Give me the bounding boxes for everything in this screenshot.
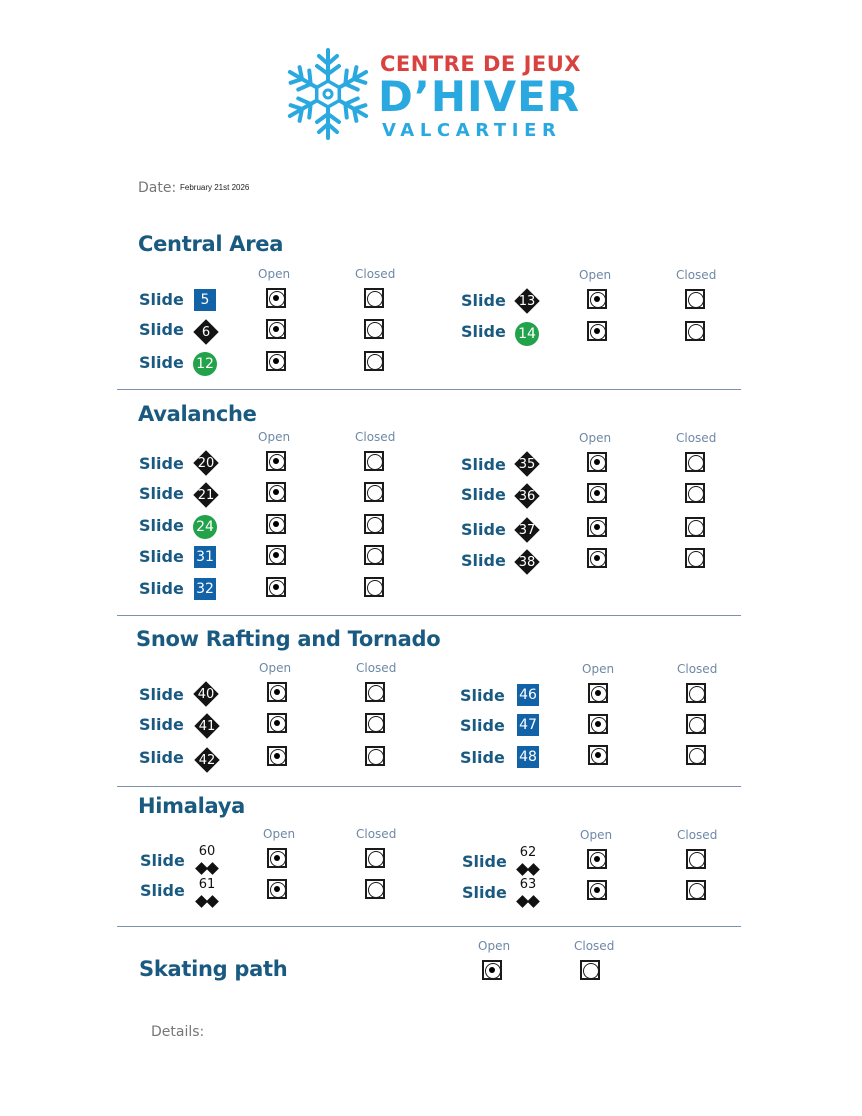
open-checkbox-20[interactable] <box>266 451 286 471</box>
slide-badge-black-diamond <box>193 482 219 508</box>
col-closed-label: Closed <box>677 828 718 842</box>
open-checkbox-24[interactable] <box>266 514 286 534</box>
section-title-avalanche: Avalanche <box>138 402 257 426</box>
slide-number: 48 <box>519 749 537 765</box>
open-checkbox-60[interactable] <box>267 848 287 868</box>
slide-badge-double-black-diamond <box>514 847 542 877</box>
date-label: Date: <box>138 180 177 196</box>
slide-badge-blue <box>517 746 539 768</box>
slide-label: Slide <box>139 748 184 767</box>
slide-label: Slide <box>140 851 185 870</box>
slide-badge-blue <box>517 684 539 706</box>
closed-checkbox-36[interactable] <box>685 483 705 503</box>
closed-checkbox-37[interactable] <box>685 517 705 537</box>
col-open-label: Open <box>258 267 291 281</box>
slide-badge-black-diamond <box>193 450 219 476</box>
col-open-label: Open <box>263 827 296 841</box>
slide-label: Slide <box>139 715 184 734</box>
slide-label: Slide <box>461 291 506 310</box>
section-title-himalaya: Himalaya <box>138 794 246 818</box>
closed-checkbox-41[interactable] <box>365 713 385 733</box>
slide-number: 41 <box>198 718 216 734</box>
closed-checkbox-40[interactable] <box>365 682 385 702</box>
open-checkbox-37[interactable] <box>587 517 607 537</box>
open-checkbox-14[interactable] <box>587 321 607 341</box>
slide-label: Slide <box>139 353 184 372</box>
col-open-label: Open <box>478 939 511 953</box>
col-closed-label: Closed <box>355 430 396 444</box>
open-checkbox-62[interactable] <box>587 849 607 869</box>
slide-badge-black-diamond <box>514 483 540 509</box>
slide-number: 61 <box>198 877 216 892</box>
slide-badge-black-diamond <box>514 451 540 477</box>
closed-checkbox-12[interactable] <box>364 351 384 371</box>
open-checkbox-36[interactable] <box>587 483 607 503</box>
slide-badge-blue <box>194 546 216 568</box>
closed-checkbox-38[interactable] <box>685 548 705 568</box>
open-checkbox-38[interactable] <box>587 548 607 568</box>
open-checkbox-41[interactable] <box>267 713 287 733</box>
slide-badge-black-diamond <box>514 288 540 314</box>
closed-checkbox-48[interactable] <box>686 745 706 765</box>
closed-checkbox-6[interactable] <box>364 319 384 339</box>
slide-label: Slide <box>461 520 506 539</box>
slide-number: 62 <box>519 845 537 860</box>
slide-number: 46 <box>519 687 537 703</box>
slide-number: 21 <box>197 487 215 503</box>
logo-line-3: VALCARTIER <box>382 120 562 141</box>
open-checkbox-46[interactable] <box>588 683 608 703</box>
closed-checkbox-20[interactable] <box>364 451 384 471</box>
slide-number: 35 <box>518 456 536 472</box>
slide-label: Slide <box>139 484 184 503</box>
closed-checkbox-63[interactable] <box>686 880 706 900</box>
slide-number: 38 <box>518 554 536 570</box>
col-closed-label: Closed <box>574 939 615 953</box>
col-open-label: Open <box>582 662 615 676</box>
col-open-label: Open <box>580 828 613 842</box>
open-checkbox-12[interactable] <box>266 351 286 371</box>
open-checkbox-32[interactable] <box>266 577 286 597</box>
closed-checkbox-61[interactable] <box>365 879 385 899</box>
logo-line-2: D’HIVER <box>378 72 581 121</box>
col-closed-label: Closed <box>676 431 717 445</box>
slide-number: 20 <box>197 455 215 471</box>
open-checkbox-35[interactable] <box>587 452 607 472</box>
open-checkbox-21[interactable] <box>266 482 286 502</box>
open-checkbox-skating[interactable] <box>482 960 502 980</box>
slide-label: Slide <box>462 852 507 871</box>
slide-number: 63 <box>519 877 537 892</box>
closed-checkbox-32[interactable] <box>364 577 384 597</box>
slide-number: 40 <box>197 686 215 702</box>
open-checkbox-40[interactable] <box>267 682 287 702</box>
open-checkbox-31[interactable] <box>266 545 286 565</box>
slide-badge-green <box>515 322 539 346</box>
slide-label: Slide <box>461 485 506 504</box>
slide-badge-black-diamond <box>194 747 220 773</box>
slide-number: 36 <box>518 488 536 504</box>
slide-label: Slide <box>462 883 507 902</box>
open-checkbox-61[interactable] <box>267 879 287 899</box>
open-checkbox-48[interactable] <box>588 745 608 765</box>
slide-label: Slide <box>460 748 505 767</box>
slide-label: Slide <box>460 716 505 735</box>
slide-number: 24 <box>196 519 214 535</box>
slide-number: 14 <box>518 326 536 342</box>
col-open-label: Open <box>258 430 291 444</box>
closed-checkbox-47[interactable] <box>686 714 706 734</box>
slide-label: Slide <box>139 454 184 473</box>
slide-number: 42 <box>198 752 216 768</box>
slide-label: Slide <box>461 455 506 474</box>
slide-badge-double-black-diamond <box>193 846 221 876</box>
section-divider <box>117 389 741 390</box>
slide-number: 5 <box>200 292 210 308</box>
col-closed-label: Closed <box>677 662 718 676</box>
slide-label: Slide <box>139 320 184 339</box>
closed-checkbox-62[interactable] <box>686 849 706 869</box>
date-value[interactable]: February 21st 2026 <box>180 183 250 192</box>
slide-number: 32 <box>196 581 214 597</box>
open-checkbox-6[interactable] <box>266 319 286 339</box>
slide-label: Slide <box>461 551 506 570</box>
col-closed-label: Closed <box>355 267 396 281</box>
slide-label: Slide <box>139 685 184 704</box>
closed-checkbox-skating[interactable] <box>580 960 600 980</box>
slide-badge-blue <box>194 578 216 600</box>
section-title-skating-path: Skating path <box>139 957 288 981</box>
slide-label: Slide <box>461 322 506 341</box>
slide-label: Slide <box>139 579 184 598</box>
slide-label: Slide <box>460 686 505 705</box>
closed-checkbox-35[interactable] <box>685 452 705 472</box>
slide-badge-green <box>193 352 217 376</box>
slide-number: 60 <box>198 844 216 859</box>
closed-checkbox-5[interactable] <box>364 288 384 308</box>
slide-badge-black-diamond <box>193 681 219 707</box>
section-divider <box>117 926 741 927</box>
open-checkbox-42[interactable] <box>267 746 287 766</box>
section-divider <box>117 786 741 787</box>
open-checkbox-13[interactable] <box>587 289 607 309</box>
snowflake-icon <box>286 46 370 142</box>
slide-badge-double-black-diamond <box>193 879 221 909</box>
slide-badge-black-diamond <box>193 319 219 345</box>
col-closed-label: Closed <box>356 827 397 841</box>
slide-badge-black-diamond <box>194 713 220 739</box>
closed-checkbox-13[interactable] <box>685 289 705 309</box>
slide-number: 31 <box>196 549 214 565</box>
slide-number: 13 <box>518 293 536 309</box>
slide-badge-black-diamond <box>514 517 540 543</box>
slide-number: 6 <box>201 324 211 340</box>
slide-number: 37 <box>518 522 536 538</box>
slide-label: Slide <box>140 881 185 900</box>
logo-line-1: CENTRE DE JEUX <box>380 52 581 76</box>
section-divider <box>117 615 741 616</box>
closed-checkbox-42[interactable] <box>365 746 385 766</box>
closed-checkbox-21[interactable] <box>364 482 384 502</box>
open-checkbox-47[interactable] <box>588 714 608 734</box>
col-open-label: Open <box>579 268 612 282</box>
closed-checkbox-46[interactable] <box>686 683 706 703</box>
closed-checkbox-24[interactable] <box>364 514 384 534</box>
details-label: Details: <box>151 1024 205 1040</box>
slide-badge-black-diamond <box>514 549 540 575</box>
slide-label: Slide <box>139 290 184 309</box>
slide-number: 47 <box>519 717 537 733</box>
slide-badge-blue <box>517 714 539 736</box>
open-checkbox-5[interactable] <box>266 288 286 308</box>
col-open-label: Open <box>579 431 612 445</box>
col-closed-label: Closed <box>676 268 717 282</box>
section-title-snow-rafting: Snow Rafting and Tornado <box>136 627 441 651</box>
slide-number: 12 <box>196 356 214 372</box>
slide-badge-double-black-diamond <box>514 879 542 909</box>
slide-label: Slide <box>139 516 184 535</box>
slide-label: Slide <box>139 547 184 566</box>
closed-checkbox-31[interactable] <box>364 545 384 565</box>
section-title-central: Central Area <box>138 232 284 256</box>
closed-checkbox-14[interactable] <box>685 321 705 341</box>
closed-checkbox-60[interactable] <box>365 848 385 868</box>
col-open-label: Open <box>259 661 292 675</box>
slide-badge-green <box>193 515 217 539</box>
open-checkbox-63[interactable] <box>587 880 607 900</box>
col-closed-label: Closed <box>356 661 397 675</box>
slide-badge-blue <box>194 289 216 311</box>
